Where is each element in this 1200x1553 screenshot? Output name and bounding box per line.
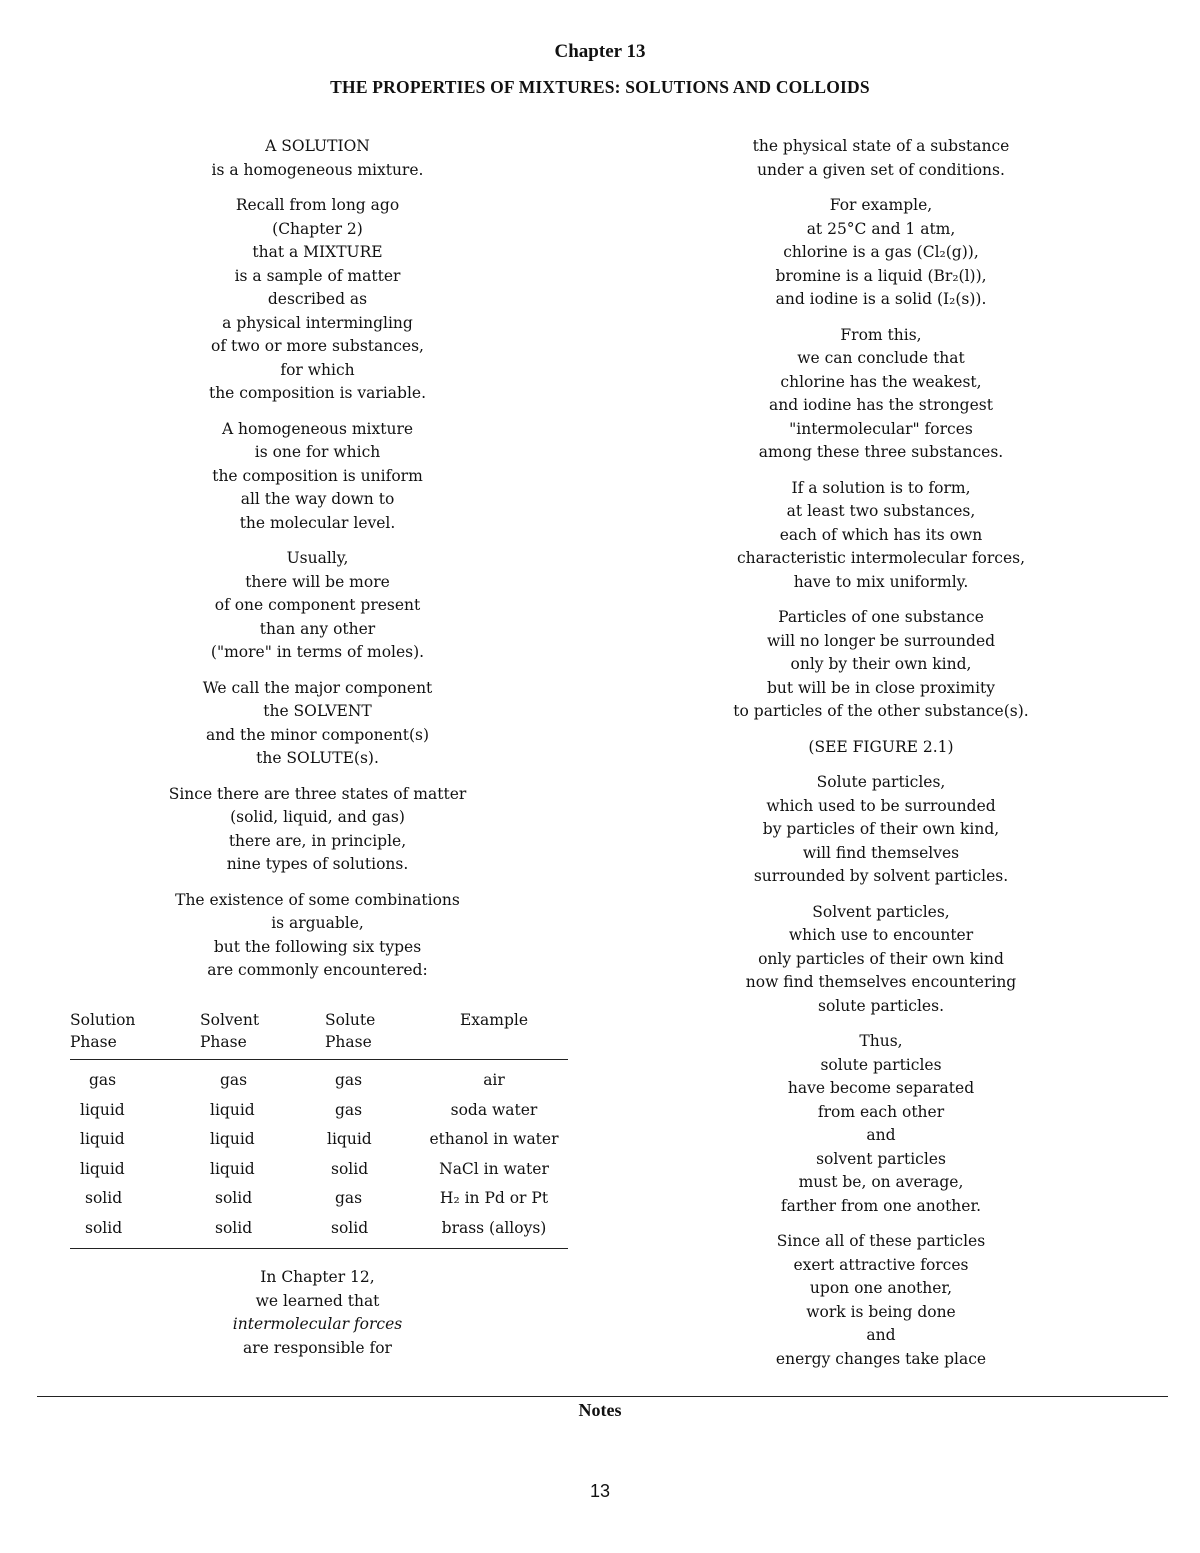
text-line: characteristic intermolecular forces, <box>736 549 1026 567</box>
paragraph-physical-state <box>666 135 1096 182</box>
text-line: are responsible for <box>243 1338 392 1357</box>
solution-types-table <box>70 1005 568 1249</box>
text-line: bromine is a liquid (Br₂(l)), <box>775 266 987 285</box>
paragraph-thus <box>666 1030 1096 1218</box>
text-line: must be, on average, <box>798 1173 964 1191</box>
table-row <box>70 1096 568 1126</box>
page-number: 13 <box>589 1481 611 1501</box>
text-line: solute particles <box>820 1055 942 1074</box>
table-cell: gas <box>335 1189 363 1207</box>
table-cell: liquid <box>80 1130 125 1148</box>
text-line: is arguable, <box>271 914 364 932</box>
text-line: among these three substances. <box>758 443 1004 461</box>
column-header-solvent-phase <box>200 1005 325 1060</box>
text-line: energy changes take place <box>775 1349 987 1368</box>
paragraph-solution-forming <box>666 477 1096 595</box>
text-line: farther from one another. <box>780 1196 982 1215</box>
right-column <box>666 135 1096 1383</box>
header-line: Solute <box>325 1011 376 1029</box>
text-line: Thus, <box>859 1032 903 1050</box>
text-line: (SEE FIGURE 2.1) <box>808 737 954 756</box>
text-line: is a sample of matter <box>234 266 401 285</box>
text-line: the molecular level. <box>239 513 396 532</box>
text-line: surrounded by solvent particles. <box>753 867 1009 885</box>
table-cell: solid <box>215 1189 253 1207</box>
text-line: the composition is uniform <box>212 466 423 485</box>
paragraph-particles-proximity <box>666 606 1096 724</box>
text-line: solvent particles <box>816 1149 946 1168</box>
table-cell: gas <box>220 1071 248 1089</box>
text-line: nine types of solutions. <box>226 855 409 873</box>
paragraph-states-of-matter <box>100 783 535 877</box>
text-line: The existence of some combinations <box>175 890 460 909</box>
text-line: and iodine has the strongest <box>769 396 993 414</box>
text-line: and <box>866 1126 896 1144</box>
paragraph-solution-definition <box>100 135 535 182</box>
text-line: work is being done <box>806 1302 956 1321</box>
header-line: Solvent <box>200 1011 260 1029</box>
text-line: will no longer be surrounded <box>766 631 996 650</box>
text-line: at least two substances, <box>786 502 976 520</box>
text-line: and iodine is a solid (I₂(s)). <box>775 290 987 308</box>
paragraph-intermolecular-forces <box>100 1266 535 1360</box>
text-line: From this, <box>840 325 922 344</box>
paragraph-figure-reference <box>666 736 1096 760</box>
table-cell: liquid <box>80 1100 125 1119</box>
text-line: is one for which <box>254 443 381 461</box>
text-line: described as <box>267 290 368 308</box>
table-cell: soda water <box>450 1100 538 1119</box>
paragraph-mixture-recall <box>100 194 535 406</box>
table-cell: liquid <box>210 1130 255 1148</box>
table-row <box>70 1060 568 1096</box>
table-cell: solid <box>85 1189 123 1207</box>
text-line: which used to be surrounded <box>766 796 996 815</box>
text-line: now find themselves encountering <box>745 973 1017 991</box>
table-cell: gas <box>89 1071 117 1089</box>
paragraph-solvent-particles <box>666 901 1096 1019</box>
text-line: ("more" in terms of moles). <box>210 643 425 661</box>
paragraph-usually <box>100 547 535 665</box>
text-line: which use to encounter <box>788 926 974 944</box>
text-line: is a homogeneous mixture. <box>211 160 424 179</box>
header-line: Phase <box>200 1033 247 1051</box>
text-line: If a solution is to form, <box>791 478 971 497</box>
notes-heading: Notes <box>578 1400 622 1420</box>
column-header-example <box>420 1005 568 1060</box>
table-cell: H₂ in Pd or Pt <box>439 1189 549 1207</box>
text-line: we can conclude that <box>797 349 965 367</box>
text-line: and the minor component(s) <box>205 725 430 744</box>
text-line: at 25°C and 1 atm, <box>806 219 956 238</box>
text-line: but will be in close proximity <box>766 678 996 697</box>
text-line: Since all of these particles <box>776 1232 986 1250</box>
text-line: exert attractive forces <box>793 1255 969 1274</box>
paragraph-homogeneous <box>100 418 535 536</box>
text-line: by particles of their own kind, <box>762 820 1000 838</box>
table-cell: liquid <box>210 1100 255 1119</box>
text-line: for which <box>280 360 355 379</box>
table-cell: solid <box>331 1159 369 1178</box>
text-line: each of which has its own <box>779 525 983 544</box>
table-cell: air <box>483 1071 505 1089</box>
column-header-solute-phase <box>325 1005 420 1060</box>
text-line: but the following six types <box>213 937 422 956</box>
header-line: Phase <box>70 1033 117 1051</box>
table-cell: ethanol in water <box>429 1130 559 1148</box>
table-cell: gas <box>335 1071 363 1089</box>
text-line: upon one another, <box>809 1279 953 1297</box>
text-line: are commonly encountered: <box>207 961 428 979</box>
notes-divider <box>37 1396 1168 1397</box>
header-line: Example <box>459 1011 529 1029</box>
chapter-heading: Chapter 13 <box>554 41 646 62</box>
text-line: A homogeneous mixture <box>221 419 414 438</box>
table-cell: solid <box>70 1214 200 1249</box>
text-line: only particles of their own kind <box>758 949 1004 968</box>
left-column <box>100 135 535 995</box>
text-line: (Chapter 2) <box>272 219 363 238</box>
table-row <box>70 1184 568 1214</box>
table-header-row <box>70 1005 568 1060</box>
table-cell: solid <box>325 1214 420 1249</box>
paragraph-energy-changes <box>666 1230 1096 1371</box>
text-line: intermolecular forces <box>232 1315 403 1333</box>
text-line: a physical intermingling <box>222 313 413 332</box>
text-line: only by their own kind, <box>790 655 972 673</box>
text-line: have become separated <box>787 1079 975 1097</box>
text-line: "intermolecular" forces <box>789 419 973 438</box>
table-cell: liquid <box>80 1159 125 1178</box>
text-line: from each other <box>817 1102 945 1121</box>
text-line: under a given set of conditions. <box>757 160 1005 179</box>
text-line: Solute particles, <box>816 773 946 791</box>
table-cell: liquid <box>327 1130 372 1148</box>
text-line: all the way down to <box>240 490 395 508</box>
column-header-solution-phase <box>70 1005 200 1060</box>
text-line: the SOLVENT <box>263 702 372 720</box>
text-line: there are, in principle, <box>228 831 407 850</box>
text-line: (solid, liquid, and gas) <box>230 808 405 826</box>
text-line: In Chapter 12, <box>260 1268 375 1286</box>
table-cell: gas <box>335 1100 363 1119</box>
text-line: of one component present <box>214 596 421 614</box>
header-line: Solution <box>70 1011 136 1029</box>
text-line: we learned that <box>255 1291 380 1310</box>
text-line: there will be more <box>245 572 390 591</box>
text-line: Since there are three states of matter <box>168 784 467 803</box>
table-cell: NaCl in water <box>439 1159 549 1178</box>
paragraph-solvent-solute <box>100 677 535 771</box>
chapter-title: THE PROPERTIES OF MIXTURES: SOLUTIONS AND COLLOIDS <box>330 77 870 97</box>
text-line: A SOLUTION <box>265 137 370 155</box>
text-line: Recall from long ago <box>235 196 400 214</box>
text-line: We call the major component <box>202 678 433 697</box>
header-line: Phase <box>325 1033 372 1051</box>
text-line: the SOLUTE(s). <box>256 749 379 767</box>
text-line: Usually, <box>286 549 349 567</box>
paragraph-conclusion <box>666 324 1096 465</box>
table-cell: solid <box>200 1214 325 1249</box>
text-line: have to mix uniformly. <box>793 572 969 591</box>
text-line: to particles of the other substance(s). <box>733 702 1029 720</box>
text-line: and <box>866 1326 896 1344</box>
table-row <box>70 1125 568 1155</box>
text-line: Solvent particles, <box>812 902 950 921</box>
text-line: chlorine has the weakest, <box>780 372 982 391</box>
text-line: For example, <box>829 196 933 214</box>
text-line: of two or more substances, <box>211 337 424 355</box>
table-cell: brass (alloys) <box>420 1214 568 1249</box>
text-line: the physical state of a substance <box>752 137 1010 155</box>
text-line: than any other <box>259 619 376 638</box>
text-line: that a MIXTURE <box>252 243 383 261</box>
table-row <box>70 1214 568 1249</box>
paragraph-six-types <box>100 889 535 983</box>
paragraph-solute-particles <box>666 771 1096 889</box>
text-line: will find themselves <box>802 843 960 862</box>
paragraph-halogen-example <box>666 194 1096 312</box>
table-cell: liquid <box>210 1159 255 1178</box>
text-line: chlorine is a gas (Cl₂(g)), <box>783 243 979 261</box>
text-line: solute particles. <box>817 996 944 1015</box>
table-row <box>70 1155 568 1185</box>
text-line: Particles of one substance <box>778 608 984 626</box>
text-line: the composition is variable. <box>208 384 427 402</box>
